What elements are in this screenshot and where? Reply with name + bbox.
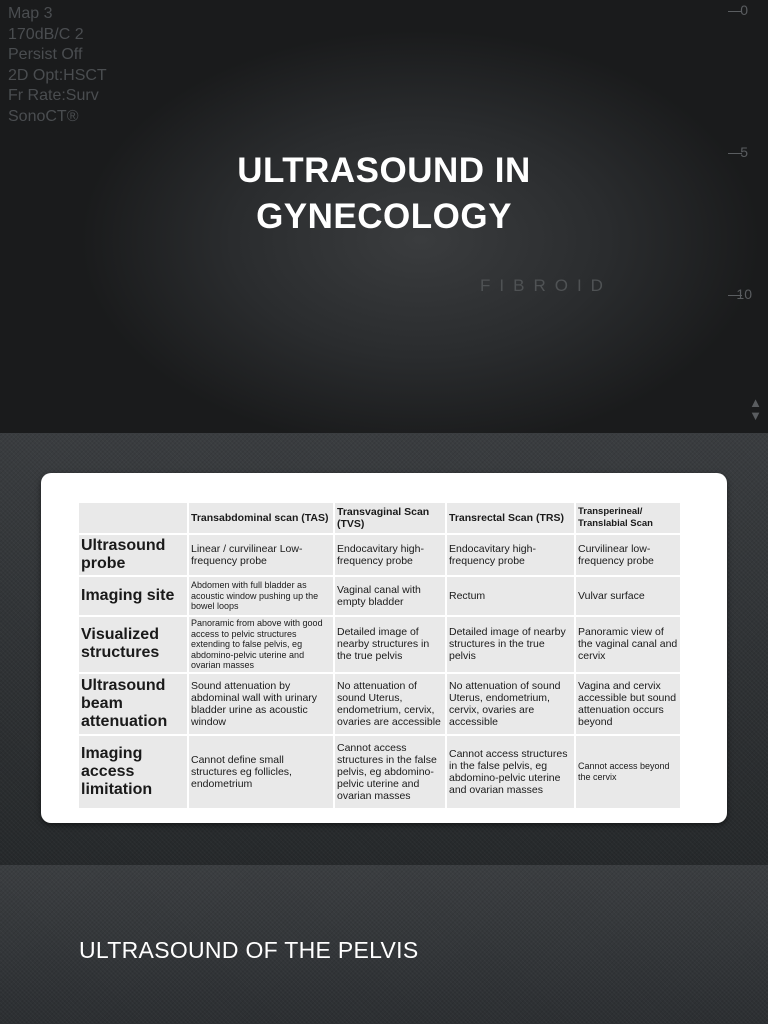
table-cell: Vaginal canal with empty bladder bbox=[335, 577, 445, 615]
table-cell: Endocavitary high-frequency probe bbox=[335, 535, 445, 575]
ultrasound-comparison-table bbox=[77, 501, 682, 810]
table-cell: Rectum bbox=[447, 577, 574, 615]
title-slide bbox=[0, 0, 768, 433]
header-cell bbox=[79, 503, 187, 533]
header-cell: Transrectal Scan (TRS) bbox=[447, 503, 574, 533]
depth-scale-label: 0 bbox=[740, 2, 748, 18]
table-row bbox=[79, 535, 680, 575]
table-card bbox=[41, 473, 727, 823]
table-slide bbox=[0, 433, 768, 865]
table-cell: Panoramic view of the vaginal canal and cervix bbox=[576, 617, 680, 672]
table-cell: No attenuation of sound Uterus, endometrium, cervix, ovaries are accessible bbox=[447, 674, 574, 734]
slide-title-line: GYNECOLOGY bbox=[256, 197, 512, 236]
slide-title bbox=[0, 148, 768, 240]
row-label: Visualized structures bbox=[79, 617, 187, 672]
table-cell: Cannot define small structures eg follicles, endometrium bbox=[189, 736, 333, 808]
table-cell: Vulvar surface bbox=[576, 577, 680, 615]
table-row bbox=[79, 617, 680, 672]
overlay-line: Map 3 bbox=[8, 5, 53, 22]
table-row bbox=[79, 577, 680, 615]
up-down-arrows-icon: ▲ ▼ bbox=[749, 395, 762, 423]
table-cell: Detailed image of nearby structures in the true pelvis bbox=[335, 617, 445, 672]
overlay-line: SonoCT® bbox=[8, 107, 79, 125]
table-cell: Linear / curvilinear Low-frequency probe bbox=[189, 535, 333, 575]
table-cell: Vagina and cervix accessible but sound attenuation occurs beyond bbox=[576, 674, 680, 734]
row-label: Ultrasound beam attenuation bbox=[79, 674, 187, 734]
fibroid-annotation: FIBROID bbox=[480, 276, 612, 295]
depth-scale-label: 10 bbox=[736, 286, 752, 302]
overlay-line: Fr Rate:Surv bbox=[8, 87, 99, 104]
section-title: ULTRASOUND OF THE PELVIS bbox=[79, 937, 419, 963]
overlay-line: Persist Off bbox=[8, 46, 83, 63]
row-label: Imaging access limitation bbox=[79, 736, 187, 808]
section-slide bbox=[0, 865, 768, 1024]
header-cell: Transvaginal Scan (TVS) bbox=[335, 503, 445, 533]
depth-scale-label: 5 bbox=[740, 144, 748, 160]
header-cell: Transperineal/ Translabial Scan bbox=[576, 503, 680, 533]
ultrasound-settings-overlay bbox=[8, 4, 107, 127]
overlay-line: 2D Opt:HSCT bbox=[8, 66, 107, 84]
slide-title-line: ULTRASOUND IN bbox=[237, 151, 531, 190]
table-cell: Cannot access beyond the cervix bbox=[576, 736, 680, 808]
row-label: Imaging site bbox=[79, 577, 187, 615]
table-header-row bbox=[79, 503, 680, 533]
table-row bbox=[79, 674, 680, 734]
row-label: Ultrasound probe bbox=[79, 535, 187, 575]
table-cell: Cannot access structures in the false pelvis, eg abdomino-pelvic uterine and ovarian masses bbox=[335, 736, 445, 808]
overlay-line: 170dB/C 2 bbox=[8, 25, 84, 43]
table-cell: Cannot access structures in the false pelvis, eg abdomino-pelvic uterine and ovarian masses bbox=[447, 736, 574, 808]
table-cell: Endocavitary high-frequency probe bbox=[447, 535, 574, 575]
table-cell: Detailed image of nearby structures in the true pelvis bbox=[447, 617, 574, 672]
table-cell: Sound attenuation by abdominal wall with urinary bladder urine as acoustic window bbox=[189, 674, 333, 734]
table-cell: Panoramic from above with good access to pelvic structures extending to false pelvis, eg abdomino-pelvic uterine and ovarian masses bbox=[189, 617, 333, 672]
table-cell: No attenuation of sound Uterus, endometrium, cervix, ovaries are accessible bbox=[335, 674, 445, 734]
table-cell: Abdomen with full bladder as acoustic window pushing up the bowel loops bbox=[189, 577, 333, 615]
header-cell: Transabdominal scan (TAS) bbox=[189, 503, 333, 533]
table-cell: Curvilinear low-frequency probe bbox=[576, 535, 680, 575]
table-row bbox=[79, 736, 680, 808]
